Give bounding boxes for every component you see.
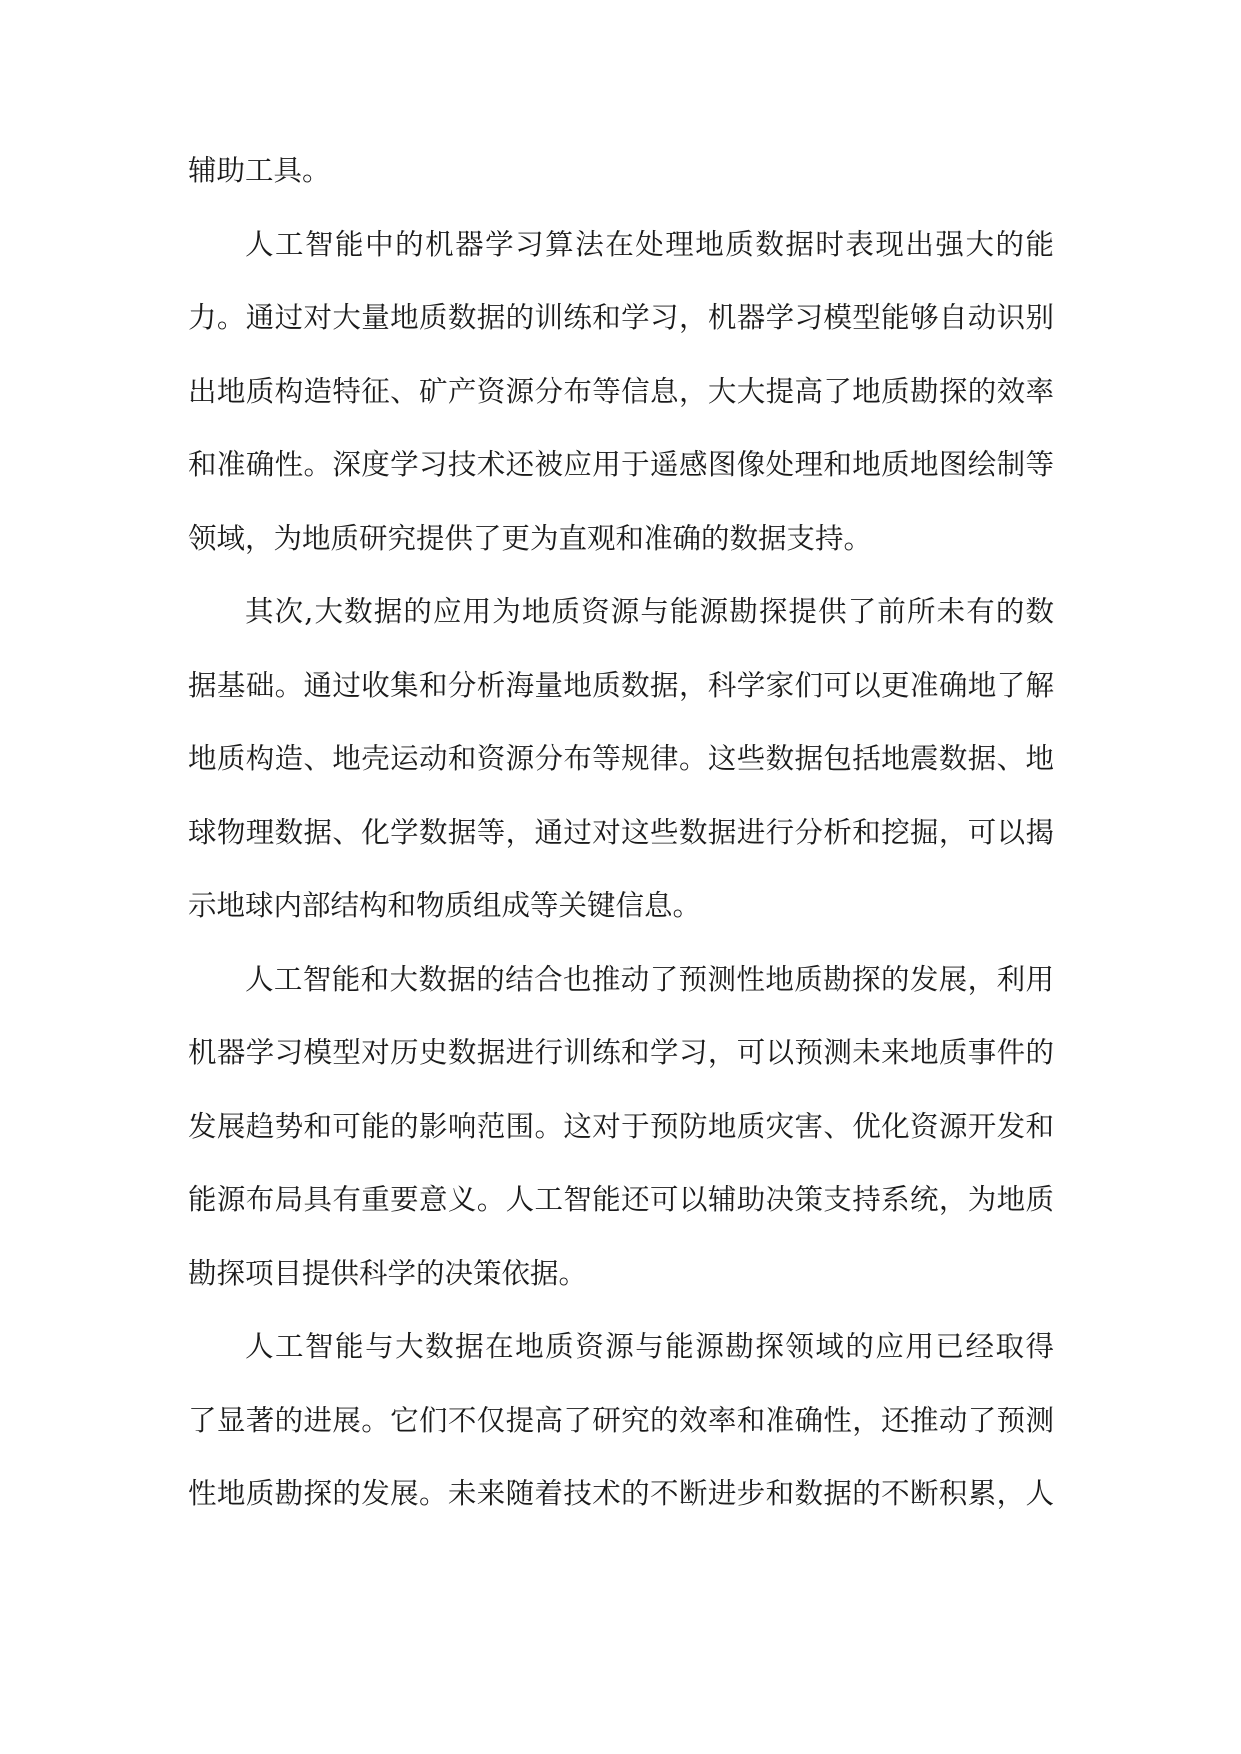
text-line: 和准确性。深度学习技术还被应用于遥感图像处理和地质地图绘制等 (188, 448, 1054, 481)
text-line: 据基础。通过收集和分析海量地质数据，科学家们可以更准确地了解 (188, 668, 1054, 702)
text-line: 球物理数据、化学数据等，通过对这些数据进行分析和挖掘，可以揭 (188, 815, 1054, 849)
text-line: 机器学习模型对历史数据进行训练和学习，可以预测未来地质事件的 (188, 1036, 1054, 1069)
text-line: 性地质勘探的发展。未来随着技术的不断进步和数据的不断积累，人 (188, 1477, 1054, 1510)
text-line: 发展趋势和可能的影响范围。这对于预防地质灾害、优化资源开发和 (188, 1109, 1054, 1143)
text-line: 能源布局具有重要意义。人工智能还可以辅助决策支持系统，为地质 (188, 1183, 1054, 1216)
text-line: 人工智能中的机器学习算法在处理地质数据时表现出强大的能 (245, 227, 1054, 261)
paragraph (188, 134, 1054, 208)
text-line: 出地质构造特征、矿产资源分布等信息，大大提高了地质勘探的效率 (188, 374, 1054, 408)
text-line: 人工智能与大数据在地质资源与能源勘探领域的应用已经取得 (245, 1330, 1054, 1363)
text-line: 其次,大数据的应用为地质资源与能源勘探提供了前所未有的数 (245, 595, 1054, 628)
text-line: 辅助工具。 (188, 154, 331, 187)
text-line: 领域，为地质研究提供了更为直观和准确的数据支持。 (188, 521, 873, 555)
text-line: 示地球内部结构和物质组成等关键信息。 (188, 889, 702, 922)
body-text (188, 134, 1054, 1531)
paragraph (188, 1310, 1054, 1531)
text-line: 了显著的进展。它们不仅提高了研究的效率和准确性，还推动了预测 (188, 1403, 1054, 1437)
paragraph (188, 575, 1054, 943)
paragraph (188, 943, 1054, 1311)
text-line: 人工智能和大数据的结合也推动了预测性地质勘探的发展，利用 (245, 962, 1054, 996)
text-line: 勘探项目提供科学的决策依据。 (188, 1256, 588, 1290)
paragraph (188, 208, 1054, 576)
text-line: 地质构造、地壳运动和资源分布等规律。这些数据包括地震数据、地 (188, 742, 1054, 775)
text-line: 力。通过对大量地质数据的训练和学习，机器学习模型能够自动识别 (188, 301, 1054, 334)
